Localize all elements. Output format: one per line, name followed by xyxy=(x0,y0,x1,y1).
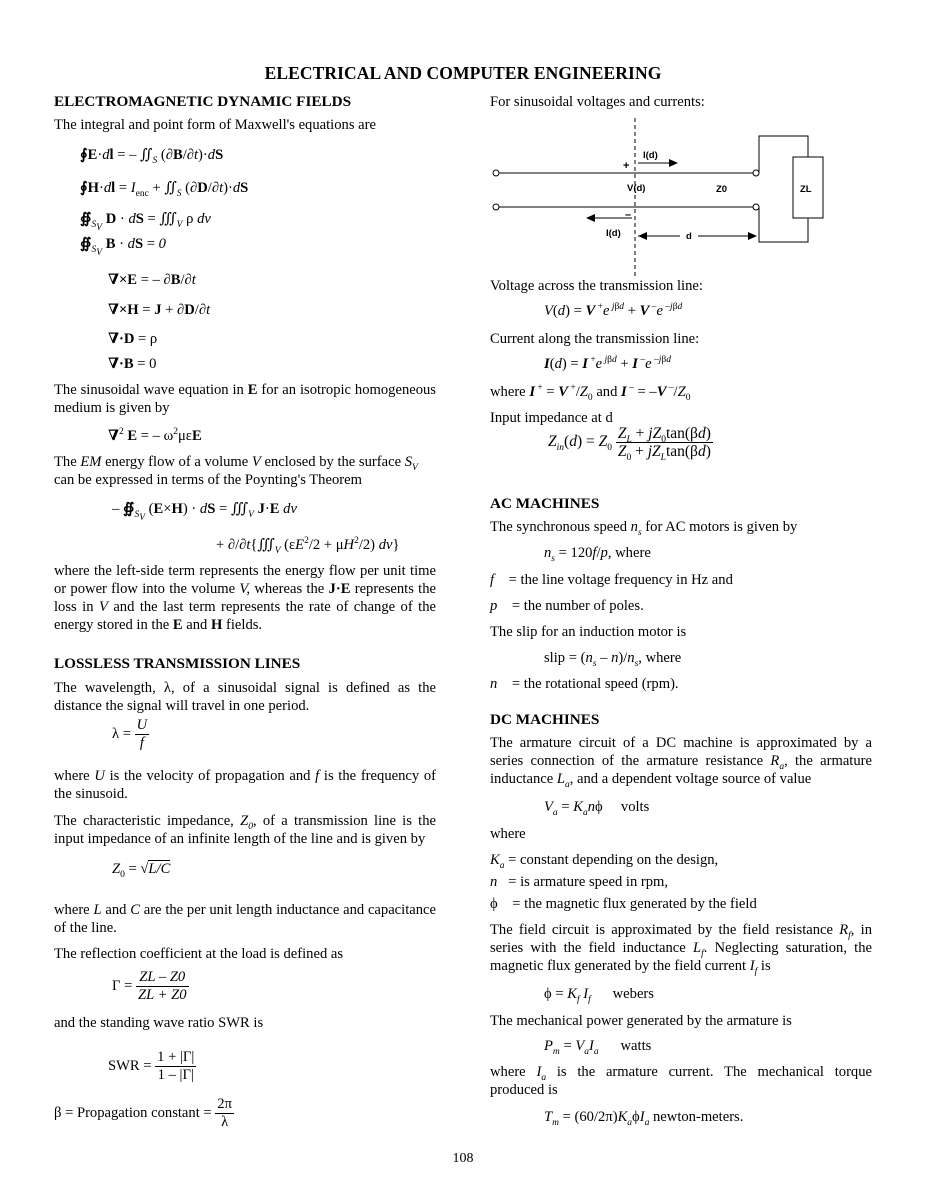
bottom-left-terminal xyxy=(493,204,499,210)
tm-equation: $T_m = (60/2\pi)K_a\phi I_a$ newton-meters. xyxy=(544,1109,744,1128)
zin-numerator: $Z_L + jZ_0\tan(\beta d)$ xyxy=(617,425,711,446)
gamma-numerator: ZL – Z0 xyxy=(136,969,189,987)
n-definition: n = the rotational speed (rpm). xyxy=(490,676,679,692)
maxwell-point-1: ∇×E = – ∂B/∂t xyxy=(108,272,196,288)
voltage-equation: V(d) = V +e $^{j\beta d}$ + V –e $^{-j\beta d}$ xyxy=(544,302,683,319)
voltage-text: Voltage across the transmission line: xyxy=(490,278,703,294)
z0-equation: $Z_0 = √L/C$ xyxy=(112,861,171,880)
load-bottom-wire xyxy=(759,207,808,242)
velocity-text: where U is the velocity of propagation and f is the frequency of the sinusoid. xyxy=(54,768,436,802)
label-vd: V(d) xyxy=(627,183,646,194)
label-zl: ZL xyxy=(800,184,812,195)
page-title: ELECTRICAL AND COMPUTER ENGINEERING xyxy=(264,63,662,83)
energy-text: The EM energy flow of a volume V enclosed by the surface $S_V$ can be expressed in terms of the Poynting's Theorem xyxy=(54,454,418,488)
label-i-top: I(d) xyxy=(643,150,658,161)
top-right-terminal xyxy=(753,170,759,176)
ac-heading: AC MACHINES xyxy=(490,495,600,512)
maxwell-point-4: ∇·B = 0 xyxy=(108,356,157,372)
label-plus: + xyxy=(623,160,630,172)
char-impedance-text: The characteristic impedance, $Z_0$, of a transmission line is the input impedance of an infinite length of the line and is given by xyxy=(54,813,436,847)
page-number: 108 xyxy=(452,1151,474,1166)
phi-definition: ϕ = the magnetic flux generated by the field xyxy=(490,896,757,912)
lambda-denominator: f xyxy=(139,735,144,751)
maxwell-integral-3: $∯_{S_V}$ D · dS = $∭_V$ ρ dv xyxy=(80,211,211,233)
mech-power-text: The mechanical power generated by the armature is xyxy=(490,1013,792,1029)
maxwell-point-2: ∇×H = J + ∂D/∂t xyxy=(108,302,211,318)
va-equation: $V_a = K_an\phi$ volts xyxy=(544,799,650,818)
poynting-line-1: – $∯_{S_V}$ (E×H) · dS = $∭_V$ J·E dv xyxy=(112,501,297,523)
torque-text: where $I_a$ is the armature current. The mechanical torque produced is xyxy=(490,1064,873,1098)
top-arrowhead xyxy=(669,159,678,167)
phi-equation: $\phi = K_f$ $I_f$ webers xyxy=(544,986,654,1005)
transmission-line-diagram xyxy=(480,112,840,282)
dc-text: The armature circuit of a DC machine is approximated by a series connection of the armature resistance $R_a$, the armature inductance $L_a$, and a dependent voltage source of value xyxy=(490,735,872,790)
maxwell-integral-1: ∮E·dl = – $∬_S$ (∂B/∂t)·dS xyxy=(80,147,224,166)
tl-heading: LOSSLESS TRANSMISSION LINES xyxy=(54,655,301,672)
poynting-description: where the left-side term represents the energy flow per unit time or power flow into the volume V, whereas the J·E represents the loss in V and the last term represents the rate of change of the energy stored in the E and H fields. xyxy=(54,563,436,633)
dc-heading: DC MACHINES xyxy=(490,711,600,728)
wave-equation: ∇$^2$ E = – $\omega^2\mu\varepsilon E$ xyxy=(108,427,202,444)
ac-text: The synchronous speed $n_s$ for AC motors is given by xyxy=(490,519,798,538)
maxwell-point-3: ∇·D = ρ xyxy=(108,331,158,347)
em-intro: The integral and point form of Maxwell's equations are xyxy=(54,117,376,133)
slip-equation: slip = $(n_s - n)/n_s$, where xyxy=(544,650,682,669)
label-z0: Z0 xyxy=(716,184,728,195)
lambda-numerator: U xyxy=(136,717,148,733)
beta-denominator: λ xyxy=(221,1114,229,1130)
ka-definition: $K_a$ = constant depending on the design, xyxy=(490,852,719,871)
pm-equation: $P_m = V_aI_a$ watts xyxy=(544,1038,652,1057)
wavelength-text: The wavelength, λ, of a sinusoidal signal is defined as the distance the signal will travel in one period. xyxy=(54,680,436,714)
gamma-equation: Γ = $\frac{ZL - Z0}{ZL + Z0}$ xyxy=(112,969,187,1003)
label-minus: – xyxy=(625,209,632,221)
slip-text: The slip for an induction motor is xyxy=(490,624,687,640)
beta-equation: β = Propagation constant = $\frac{2\pi}{\lambda}$ xyxy=(54,1096,232,1130)
lc-text: where L and C are the per unit length inductance and capacitance of the line. xyxy=(54,902,436,936)
maxwell-integral-4: $∯_{S_V}$ B · dS = 0 xyxy=(80,236,166,258)
top-left-terminal xyxy=(493,170,499,176)
current-text: Current along the transmission line: xyxy=(490,331,700,347)
where-current-equation: where I + = V $^+/Z_0$ and I – = –V $^-/Z_0$ xyxy=(490,383,691,403)
n-armature-definition: n = is armature speed in rpm, xyxy=(490,874,669,890)
zin-equation: $Z_{in}(d) = Z_0$ $\frac{Z_L + jZ_0\tan(\beta d)}{Z_0 + jZ_L\tan(\beta d)}$ xyxy=(548,425,711,464)
lambda-equation: λ = $\frac{U}{f}$ xyxy=(112,717,148,751)
p-definition: p = the number of poles. xyxy=(490,598,644,614)
d-left-arrowhead xyxy=(638,232,647,240)
beta-numerator: 2π xyxy=(217,1096,232,1112)
field-text: The field circuit is approximated by the field resistance $R_f$, in series with the field inductance $L_f$. Neglecting saturation, the magnetic flux generated by the field current $I_f$ is xyxy=(490,922,873,977)
wave-text: The sinusoidal wave equation in E for an isotropic homogeneous medium is given by xyxy=(54,382,436,416)
label-d: d xyxy=(686,231,692,242)
bottom-arrowhead xyxy=(586,214,595,222)
gamma-denominator: ZL + Z0 xyxy=(137,987,187,1003)
f-definition: f = the line voltage frequency in Hz and xyxy=(490,572,733,588)
ns-equation: $n_s = 120f/p$, where xyxy=(544,545,651,564)
input-impedance-text: Input impedance at d xyxy=(490,410,613,426)
zin-denominator: $Z_0 + jZ_L\tan(\beta d)$ xyxy=(617,443,711,464)
d-right-arrowhead xyxy=(748,232,757,240)
maxwell-integral-2: ∮H·dl = $I_{enc}$ + $∬_S$ (∂D/∂t)·dS xyxy=(80,180,249,199)
poynting-line-2: + $\partial/\partial t\{∭_V$ $(\varepsilon E^2/2 + \mu H^2/2)$ dv} xyxy=(216,536,400,556)
reflection-text: The reflection coefficient at the load is defined as xyxy=(54,946,344,962)
swr-equation: SWR = $\frac{1 + |\Gamma|}{1 - |\Gamma|}$ xyxy=(108,1049,195,1083)
em-heading: ELECTROMAGNETIC DYNAMIC FIELDS xyxy=(54,93,352,110)
sinusoidal-text: For sinusoidal voltages and currents: xyxy=(490,94,705,110)
swr-denominator: 1 – |Γ| xyxy=(157,1067,194,1083)
where-label: where xyxy=(490,826,526,842)
current-equation: I(d) = I +e $^{j\beta d}$ + I –e $^{-j\beta d}$ xyxy=(544,355,671,372)
swr-numerator: 1 + |Γ| xyxy=(157,1049,195,1065)
label-i-bottom: I(d) xyxy=(606,228,621,239)
swr-text: and the standing wave ratio SWR is xyxy=(54,1015,264,1031)
bottom-right-terminal xyxy=(753,204,759,210)
load-top-wire xyxy=(759,136,808,173)
